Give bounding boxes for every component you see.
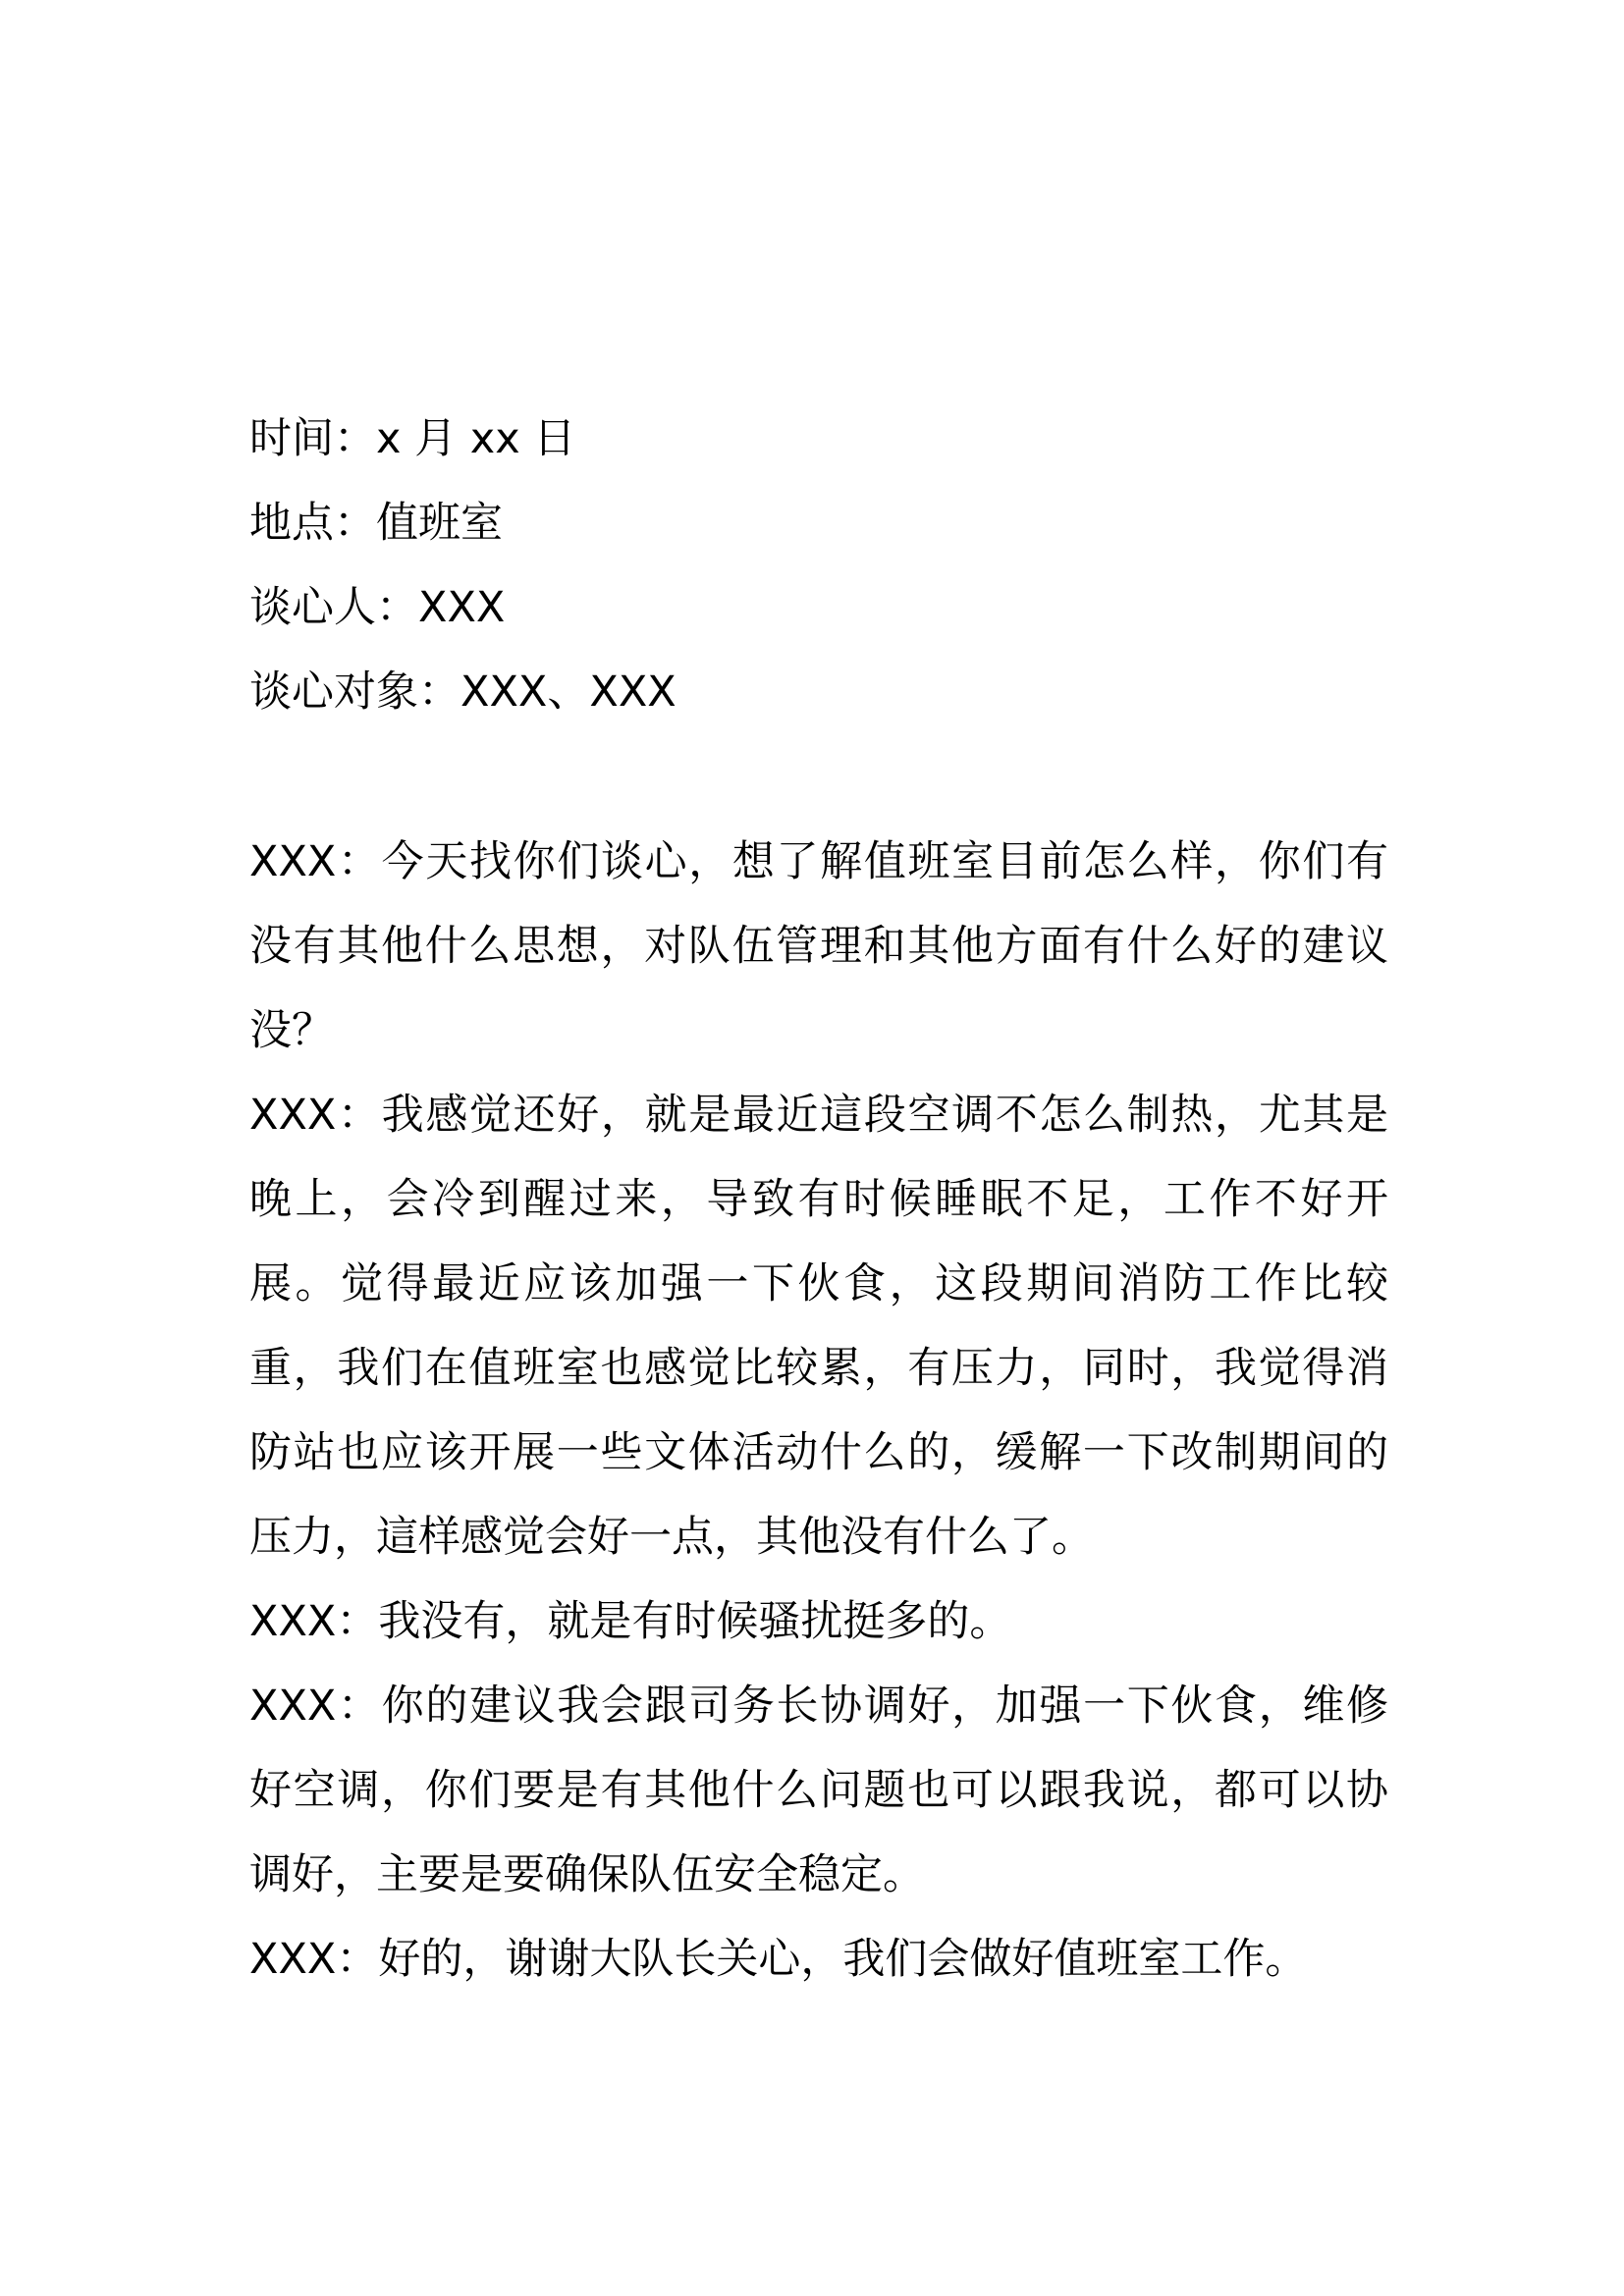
dialogue-paragraph: XXX：好的，谢谢大队长关心，我们会做好值班室工作。 bbox=[249, 1935, 1308, 1984]
meeting-speaker: 谈心人：XXX bbox=[249, 583, 506, 632]
document-page bbox=[249, 397, 1388, 2002]
meeting-time: 时间：x 月 xx 日 bbox=[249, 414, 576, 463]
meeting-info bbox=[249, 397, 1388, 734]
dialogue-paragraph: XXX：你的建议我会跟司务长协调好，加强一下伙食，维修好空调，你们要是有其他什么问题也可以跟我说，都可以协调好，主要是要确保队伍安全稳定。 bbox=[249, 1682, 1388, 1899]
dialogue-paragraph: XXX：我没有，就是有时候骚扰挺多的。 bbox=[249, 1597, 1012, 1646]
dialogue-paragraph: XXX：今天找你们谈心，想了解值班室目前怎么样，你们有没有其他什么思想，对队伍管理和其他方面有什么好的建议没？ bbox=[249, 837, 1388, 1055]
meeting-place: 地点：值班室 bbox=[249, 499, 503, 548]
dialogue-record bbox=[249, 820, 1388, 2002]
dialogue-paragraph: XXX：我感觉还好，就是最近這段空调不怎么制热，尤其是晚上，会冷到醒过来，导致有时候睡眠不足，工作不好开展。觉得最近应该加强一下伙食，这段期间消防工作比较重，我们在值班室也感觉比较累，有压力，同时，我觉得消防站也应该开展一些文体活动什么的，缓解一下改制期间的压力，這样感觉会好一点，其他没有什么了。 bbox=[249, 1091, 1388, 1562]
meeting-targets: 谈心对象：XXX、XXX bbox=[249, 667, 677, 717]
